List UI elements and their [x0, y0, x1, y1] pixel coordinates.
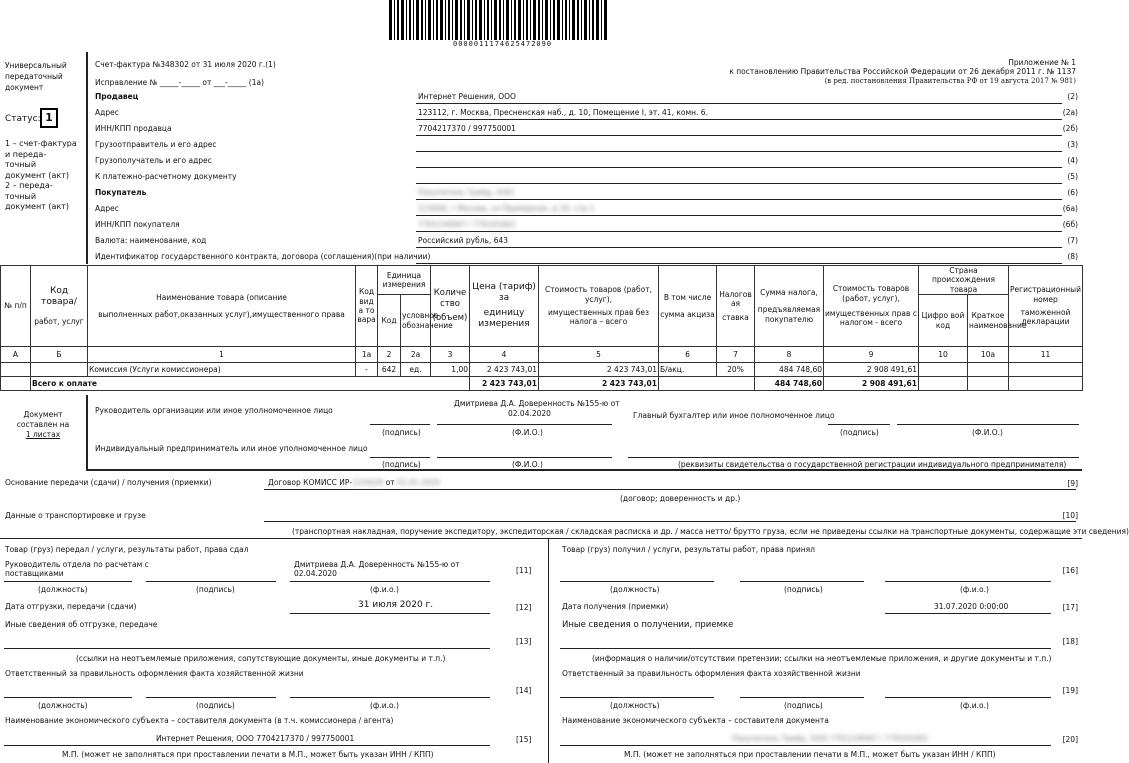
pages-note: Документ составлен на 1 листах [16, 410, 70, 439]
left-responsible: Ответственный за правильность оформления факта хозяйственной жизни [5, 669, 304, 678]
column-id: Б [31, 347, 88, 363]
ship-date: 31 июля 2020 г. [358, 600, 434, 610]
left-entity-value: Интернет Решения, ООО 7704217370 / 997750001 [156, 734, 355, 743]
left-separator [86, 52, 88, 264]
column-id: 1 [88, 347, 356, 363]
goods-table [0, 265, 1083, 391]
h-price: Цена (тариф) за единицу измерения [470, 266, 539, 347]
h-country-code: Цифро вой код [919, 295, 968, 347]
recv-date-label: Дата получения (приемки) [562, 602, 669, 611]
basis-code: [9] [1067, 479, 1078, 488]
barcode-number: 0000011174625472090 [453, 40, 553, 48]
accountant-label: Главный бухгалтер или иное полномоченное лицо [633, 411, 835, 420]
decree: к постановлению Правительства Российской Федерации от 26 декабря 2011 г. № 1137 [729, 67, 1076, 76]
barcode [389, 0, 607, 46]
field-value: 123112, г. Москва, Пресненская наб., д. 10, Помещение I, эт. 41, комн. 6. [418, 108, 708, 117]
field-label: ИНН/КПП продавца [95, 124, 172, 133]
field-value: 7704217370 / 997750001 [418, 124, 516, 133]
fio-caption-3: (Ф.И.О.) [512, 460, 543, 469]
h-country: Страна происхождения товара [919, 266, 1009, 295]
field-code: (2) [1067, 92, 1078, 101]
handed-label: Товар (груз) передал / услуги, результаты работ, права сдал [5, 545, 249, 554]
column-id: 8 [755, 347, 824, 363]
field-code: (2б) [1062, 124, 1078, 133]
appendix: Приложение № 1 [1008, 58, 1076, 67]
head-name: Дмитриева Д.А. Доверенность №155-ю от [454, 399, 620, 408]
sign-caption-3: (подпись) [382, 460, 421, 469]
correction: Исправление № _____-_____ от ___-_____ (1а) [95, 78, 265, 87]
field-code: (7) [1067, 236, 1078, 245]
column-ids-row [1, 347, 1083, 363]
field-label: ИНН/КПП покупателя [95, 220, 180, 229]
h-country-name: Краткое наименование [968, 295, 1009, 347]
status-legend: 1 – счет-фактура и переда- точный документ (акт) 2 – переда- точный документ (акт) [5, 139, 77, 211]
field-label: Грузополучатель и его адрес [95, 156, 212, 165]
ship-date-label: Дата отгрузки, передачи (сдачи) [5, 602, 137, 611]
h-qty: Количество (объем) [431, 266, 470, 347]
head-label: Руководитель организации или иное уполномоченное лицо [95, 406, 333, 415]
h-customs: Регистрационный номер таможенной декларации [1009, 266, 1083, 347]
column-id: 7 [717, 347, 755, 363]
field-code: (8) [1067, 252, 1078, 261]
h-rate: Налоговая ставка [717, 266, 755, 347]
column-id: А [1, 347, 31, 363]
right-entity-value: Покупатель Трейд, ООО 7701234567 / 770101001 [732, 734, 929, 743]
h-unit-code: Код [378, 295, 401, 347]
column-id: 2 [378, 347, 401, 363]
transport-label: Данные о транспортировке и грузе [5, 511, 146, 520]
total-row: Всего к оплате 2 423 743,01 2 423 743,01 484 748,60 2 908 491,61 [1, 377, 1083, 391]
recv-date: 31.07.2020 0:00:00 [934, 602, 1009, 611]
field-label: Адрес [95, 108, 119, 117]
left-stamp: М.П. (может не заполняться при проставлении печати в М.П., может быть указан ИНН / КПП) [62, 750, 434, 759]
column-id: 10 [919, 347, 968, 363]
field-code: (2а) [1062, 108, 1078, 117]
middle-divider [548, 538, 549, 763]
left-name: Дмитриева Д.А. Доверенность №155-ю от 02.04.2020 [294, 560, 460, 578]
h-unit: Единица измерения [378, 266, 431, 295]
column-id: 6 [659, 347, 717, 363]
column-id: 9 [824, 347, 919, 363]
right-entity: Наименование экономического субъекта – составителя документа [562, 716, 829, 725]
fio-caption-2: (Ф.И.О.) [972, 428, 1003, 437]
column-id: 10а [968, 347, 1009, 363]
field-label: Грузоотправитель и его адрес [95, 140, 217, 149]
invoice-title: Счет-фактура №348302 от 31 июля 2020 г.(1) [95, 60, 276, 69]
ip-note: (реквизиты свидетельства о государственной регистрации индивидуального предпринимателя) [678, 460, 1067, 469]
column-id: 2а [401, 347, 431, 363]
field-code: (4) [1067, 156, 1078, 165]
barcode-icon [389, 0, 607, 40]
h-kind: Код вида товара [356, 266, 378, 347]
h-num: № п/п [1, 266, 31, 347]
transport-note: (транспортная накладная, поручение экспедитору, экспедиторская / складская расписка и др. / масса нетто/ брутто груза, если не приведены ссылки на транспортные документы, содержащие эти сведения) [292, 527, 1129, 536]
field-code: (5) [1067, 172, 1078, 181]
field-label: Адрес [95, 204, 119, 213]
h-cost: Стоимость товаров (работ, услуг), имущественных прав без налога – всего [539, 266, 659, 347]
column-id: 5 [539, 347, 659, 363]
field-label: К платежно-расчетному документу [95, 172, 237, 181]
right-responsible: Ответственный за правильность оформления факта хозяйственной жизни [562, 669, 861, 678]
field-code: (6) [1067, 188, 1078, 197]
status-label: Статус: [5, 114, 41, 124]
h-excise: В том числе сумма акциза [659, 266, 717, 347]
sign-caption-1: (подпись) [382, 428, 421, 437]
h-unit-name: условное обозначение [401, 295, 431, 347]
table-row: Комиссия (Услуги комиссионера) - 642 ед. 1,00 2 423 743,01 2 423 743,01 Б/акц. 20% 484 748,60 2 908 491,61 [1, 363, 1083, 377]
sign-caption-2: (подпись) [840, 428, 879, 437]
field-label: Валюта: наименование, код [95, 236, 207, 245]
basis-note: (договор; доверенность и др.) [620, 494, 741, 503]
basis-label: Основание передачи (сдачи) / получения (приемки) [5, 478, 212, 487]
field-label: Идентификатор государственного контракта, договора (соглашения)(при наличии) [95, 252, 431, 261]
fio-caption-1: (Ф.И.О.) [512, 428, 543, 437]
basis-value: Договор КОМИСС ИР-1234/20 от 01.01.2020 [268, 478, 441, 487]
field-value: 7701234567 / 770101001 [418, 220, 516, 229]
column-id: 4 [470, 347, 539, 363]
field-value: Покупатель Трейд, ООО [418, 188, 514, 197]
status-value: 1 [40, 108, 58, 128]
doc-type: Универсальный передаточный документ [5, 61, 67, 92]
row-name: Комиссия (Услуги комиссионера) [88, 363, 356, 377]
transport-code: [10] [1062, 511, 1078, 520]
h-tax: Сумма налога, предъявляемая покупателю [755, 266, 824, 347]
sig-separator [86, 395, 88, 470]
h-name: Наименование товара (описание выполненных работ,оказанных услуг),имущественного права [88, 266, 356, 347]
received-label: Товар (груз) получил / услуги, результаты работ, права принял [562, 545, 815, 554]
field-code: (6б) [1062, 220, 1078, 229]
total-label: Всего к оплате [31, 377, 470, 391]
left-entity: Наименование экономического субъекта – составителя документа (в т.ч. комиссионера / агента) [5, 716, 394, 725]
field-value: Интернет Решения, ООО [418, 92, 516, 101]
field-value: Российский рубль, 643 [418, 236, 509, 245]
sig-bottom [86, 469, 1082, 471]
left-position: Руководитель отдела по расчетам с поставщиками [5, 560, 149, 578]
h-code: Код товара/ работ, услуг [31, 266, 88, 347]
field-label: Продавец [95, 92, 139, 101]
column-id: 11 [1009, 347, 1083, 363]
field-label: Покупатель [95, 188, 147, 197]
edition: (в ред. постановления Правительства РФ от 19 августа 2017 № 981) [824, 77, 1076, 85]
column-id: 1а [356, 347, 378, 363]
right-other: Иные сведения о получении, приемке [562, 620, 734, 630]
column-id: 3 [431, 347, 470, 363]
head-name2: 02.04.2020 [508, 409, 551, 418]
h-total: Стоимость товаров (работ, услуг), имущественных прав с налогом - всего [824, 266, 919, 347]
field-code: (3) [1067, 140, 1078, 149]
ip-label: Индивидуальный предприниматель или иное уполномоченное лицо [95, 444, 368, 453]
field-value: 123456, г.Москва, ул.Примерная, д.10, стр.1 [418, 204, 595, 213]
field-code: (6а) [1062, 204, 1078, 213]
left-other: Иные сведения об отгрузке, передаче [5, 620, 158, 629]
right-stamp: М.П. (может не заполняться при проставлении печати в М.П., может быть указан ИНН / КПП) [624, 750, 996, 759]
